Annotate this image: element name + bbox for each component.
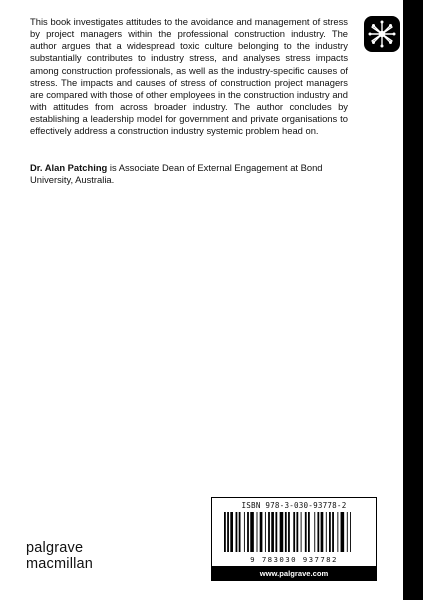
barcode-digits: 9 783030 937782 [250,555,338,564]
barcode-bars [224,512,364,552]
author-name: Dr. Alan Patching [30,162,108,173]
palgrave-star-logo-icon [364,16,400,52]
publisher-name-line2: macmillan [26,556,94,572]
author-bio [30,162,348,186]
isbn-label: ISBN 978-3-030-93778-2 [241,501,347,510]
publisher-website[interactable]: www.palgrave.com [211,567,377,581]
spine-band [403,0,423,600]
book-description: This book investigates attitudes to the avoidance and management of stress by project managers within the professional construction industry. The author argues that a widespread toxic culture belonging to the industry substantially contributes to industry stress, and analyses stress impacts among construction professionals, as well as the industry-specific causes of stress. The impacts and causes of stress of construction project managers are compared with those of other employees in the construction industry and with attitudes from across broader industry. The author concludes by establishing a leadership model for government and private organisations to effectively address a construction industry systemic problem head on. [30,16,348,137]
publisher-logo [26,540,146,572]
isbn-barcode [211,497,377,567]
publisher-name-line1: palgrave [26,540,84,556]
author-bio-text: is Associate Dean of External Engagement at Bond University, Australia. [30,162,323,186]
